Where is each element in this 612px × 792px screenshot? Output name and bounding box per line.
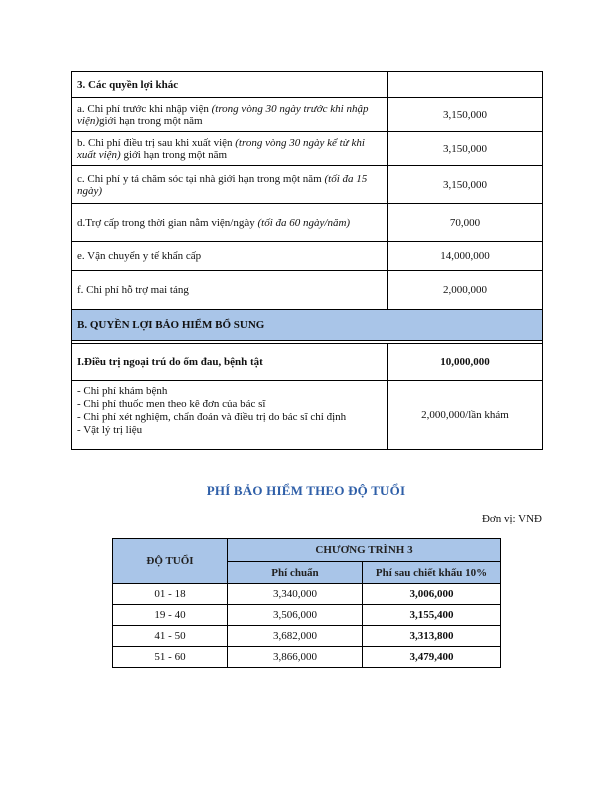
section3-value xyxy=(388,72,543,98)
benefit-value: 70,000 xyxy=(388,204,543,242)
benefit-label: c. Chi phí y tá chăm sóc tại nhà giới hạn trong một năm (tối đa 15 ngày) xyxy=(72,166,388,204)
outpatient-items-row xyxy=(72,381,543,450)
benefit-row xyxy=(72,166,543,204)
header-standard: Phí chuẩn xyxy=(228,562,363,584)
benefit-row xyxy=(72,132,543,166)
header-discount: Phí sau chiết khấu 10% xyxy=(363,562,501,584)
section3-row xyxy=(72,72,543,98)
age-cell: 41 - 50 xyxy=(113,626,228,647)
fee-table xyxy=(112,538,501,668)
section-b-row xyxy=(72,310,543,341)
outpatient-title: I.Điều trị ngoại trú do ốm đau, bệnh tật xyxy=(72,344,388,381)
benefits-table xyxy=(71,71,543,450)
outpatient-item: - Vật lý trị liệu xyxy=(77,423,143,436)
discount-fee-cell: 3,313,800 xyxy=(363,626,501,647)
fee-header-row xyxy=(113,539,501,562)
benefit-value: 3,150,000 xyxy=(388,166,543,204)
section3-title: 3. Các quyền lợi khác xyxy=(72,72,388,98)
section-b-title: B. QUYỀN LỢI BẢO HIỂM BỔ SUNG xyxy=(72,310,543,341)
outpatient-items-value: 2,000,000/lần khám xyxy=(388,381,543,450)
benefit-row xyxy=(72,271,543,310)
benefit-label: b. Chi phí điều trị sau khi xuất viện (trong vòng 30 ngày kể từ khi xuất viện) giới hạn trong một năm xyxy=(72,132,388,166)
age-cell: 51 - 60 xyxy=(113,647,228,668)
table-row xyxy=(113,605,501,626)
fee-table-title: PHÍ BẢO HIỂM THEO ĐỘ TUỔI xyxy=(206,483,406,498)
discount-fee-cell: 3,155,400 xyxy=(363,605,501,626)
benefit-row xyxy=(72,98,543,132)
table-row xyxy=(113,647,501,668)
table-row xyxy=(113,626,501,647)
outpatient-item: - Chi phí xét nghiệm, chẩn đoán và điều trị do bác sĩ chỉ định xyxy=(77,410,347,423)
discount-fee-cell: 3,006,000 xyxy=(363,584,501,605)
discount-fee-cell: 3,479,400 xyxy=(363,647,501,668)
standard-fee-cell: 3,866,000 xyxy=(228,647,363,668)
benefit-label: a. Chi phí trước khi nhập viện (trong vòng 30 ngày trước khi nhập viện)giới hạn trong một năm xyxy=(72,98,388,132)
age-cell: 19 - 40 xyxy=(113,605,228,626)
benefit-value: 14,000,000 xyxy=(388,242,543,271)
standard-fee-cell: 3,506,000 xyxy=(228,605,363,626)
benefit-value: 2,000,000 xyxy=(388,271,543,310)
benefit-row xyxy=(72,242,543,271)
table-row xyxy=(113,584,501,605)
outpatient-item: - Chi phí khám bệnh xyxy=(77,384,168,397)
header-age: ĐỘ TUỔI xyxy=(113,539,228,584)
benefit-value: 3,150,000 xyxy=(388,132,543,166)
outpatient-item: - Chi phí thuốc men theo kê đơn của bác sĩ xyxy=(77,397,266,410)
benefit-label: e. Vận chuyển y tế khẩn cấp xyxy=(72,242,388,271)
outpatient-items xyxy=(72,381,388,450)
benefit-row xyxy=(72,204,543,242)
benefit-value: 3,150,000 xyxy=(388,98,543,132)
age-cell: 01 - 18 xyxy=(113,584,228,605)
benefit-label: d.Trợ cấp trong thời gian nằm viện/ngày (tối đa 60 ngày/năm) xyxy=(72,204,388,242)
currency-unit: Đơn vị: VNĐ xyxy=(481,513,542,525)
outpatient-row xyxy=(72,344,543,381)
benefit-label: f. Chi phí hỗ trợ mai táng xyxy=(72,271,388,310)
standard-fee-cell: 3,682,000 xyxy=(228,626,363,647)
header-program: CHƯƠNG TRÌNH 3 xyxy=(228,539,501,562)
outpatient-value: 10,000,000 xyxy=(388,344,543,381)
standard-fee-cell: 3,340,000 xyxy=(228,584,363,605)
